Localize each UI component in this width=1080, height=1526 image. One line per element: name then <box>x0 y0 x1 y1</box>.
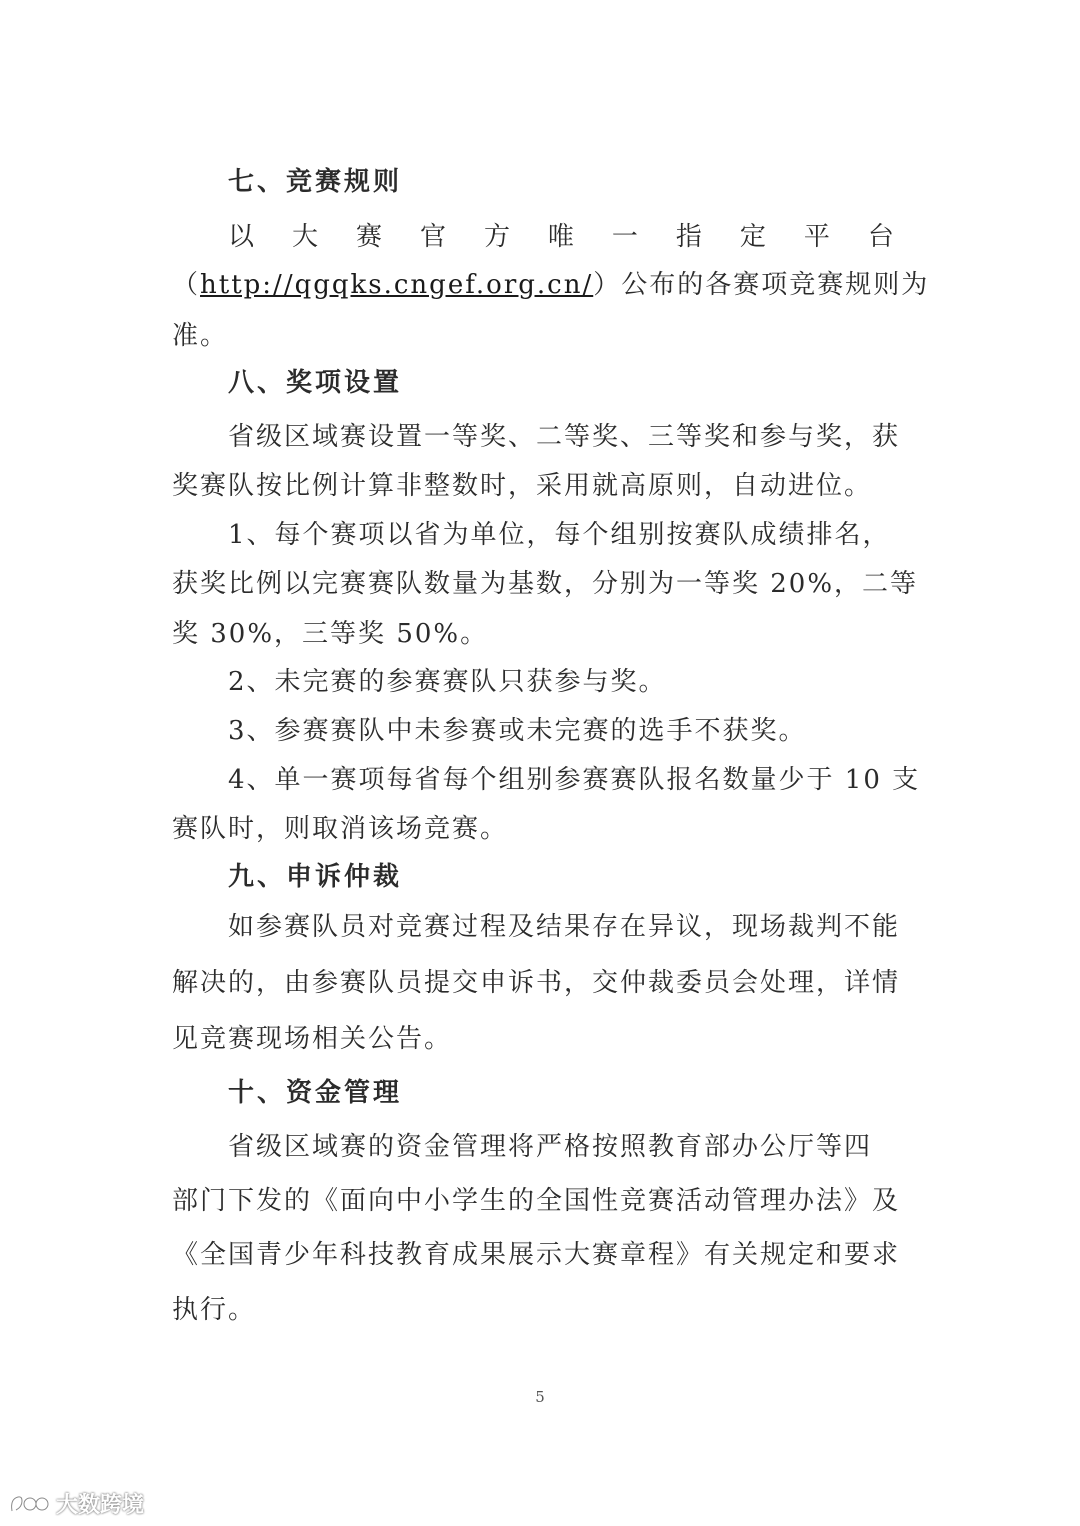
section-7-line-1-char: 指 <box>675 222 702 252</box>
section-9-line-3: 见竞赛现场相关公告。 <box>172 1024 453 1054</box>
section-7-line-3: 准。 <box>172 321 229 351</box>
open-paren: （ <box>172 270 201 300</box>
section-7-line-2 <box>172 270 930 300</box>
section-8-item-2: 2、未完赛的参赛赛队只获参与奖。 <box>228 667 667 697</box>
section-9-line-2: 解决的，由参赛队员提交申诉书，交仲裁委员会处理，详情 <box>172 968 901 998</box>
section-10-line-3: 《全国青少年科技教育成果展示大赛章程》有关规定和要求 <box>172 1240 901 1270</box>
section-8-heading: 八、奖项设置 <box>228 368 403 398</box>
section-7-line-1 <box>228 222 894 252</box>
section-8-item-1-line-3: 奖 30%，三等奖 50%。 <box>172 619 489 649</box>
section-7-line-1-char: 官 <box>419 222 446 252</box>
section-7-line-1-char: 一 <box>611 222 638 252</box>
section-7-line-1-char: 台 <box>867 222 894 252</box>
section-7-line-1-char: 唯 <box>547 222 574 252</box>
section-9-line-1: 如参赛队员对竞赛过程及结果存在异议，现场裁判不能 <box>228 912 901 942</box>
section-10-line-1: 省级区域赛的资金管理将严格按照教育部办公厅等四 <box>228 1132 873 1162</box>
platform-url-link[interactable]: http://qgqks.cngef.org.cn/ <box>200 270 594 300</box>
section-7-line-1-char: 平 <box>803 222 830 252</box>
section-7-line-2-rest: ）公布的各赛项竞赛规则为 <box>593 270 930 300</box>
section-7-line-1-char: 赛 <box>355 222 382 252</box>
section-8-item-4-line-2: 赛队时，则取消该场竞赛。 <box>172 814 509 844</box>
section-8-item-1-line-2: 获奖比例以完赛赛队数量为基数，分别为一等奖 20%，二等 <box>172 569 919 599</box>
section-10-line-4: 执行。 <box>172 1295 257 1325</box>
section-8-item-4-line-1: 4、单一赛项每省每个组别参赛赛队报名数量少于 10 支 <box>228 765 921 795</box>
section-8-item-3: 3、参赛赛队中未参赛或未完赛的选手不获奖。 <box>228 716 807 746</box>
section-8-item-1-line-1: 1、每个赛项以省为单位，每个组别按赛队成绩排名， <box>228 520 891 550</box>
section-8-paragraph-1-line-2: 奖赛队按比例计算非整数时，采用就高原则，自动进位。 <box>172 471 873 501</box>
section-10-line-2: 部门下发的《面向中小学生的全国性竞赛活动管理办法》及 <box>172 1186 901 1216</box>
section-7-line-1-char: 以 <box>228 222 255 252</box>
section-7-line-1-char: 大 <box>291 222 318 252</box>
page-number: 5 <box>535 1388 545 1406</box>
watermark <box>8 1488 144 1519</box>
section-8-paragraph-1-line-1: 省级区域赛设置一等奖、二等奖、三等奖和参与奖，获 <box>228 422 901 452</box>
brand-logo-icon <box>8 1491 52 1517</box>
section-9-heading: 九、申诉仲裁 <box>228 862 403 892</box>
section-7-line-1-char: 方 <box>483 222 510 252</box>
watermark-text: 大数跨境 <box>56 1493 145 1518</box>
section-7-line-1-char: 定 <box>739 222 766 252</box>
section-10-heading: 十、资金管理 <box>228 1078 403 1108</box>
section-7-heading: 七、竞赛规则 <box>228 167 403 197</box>
